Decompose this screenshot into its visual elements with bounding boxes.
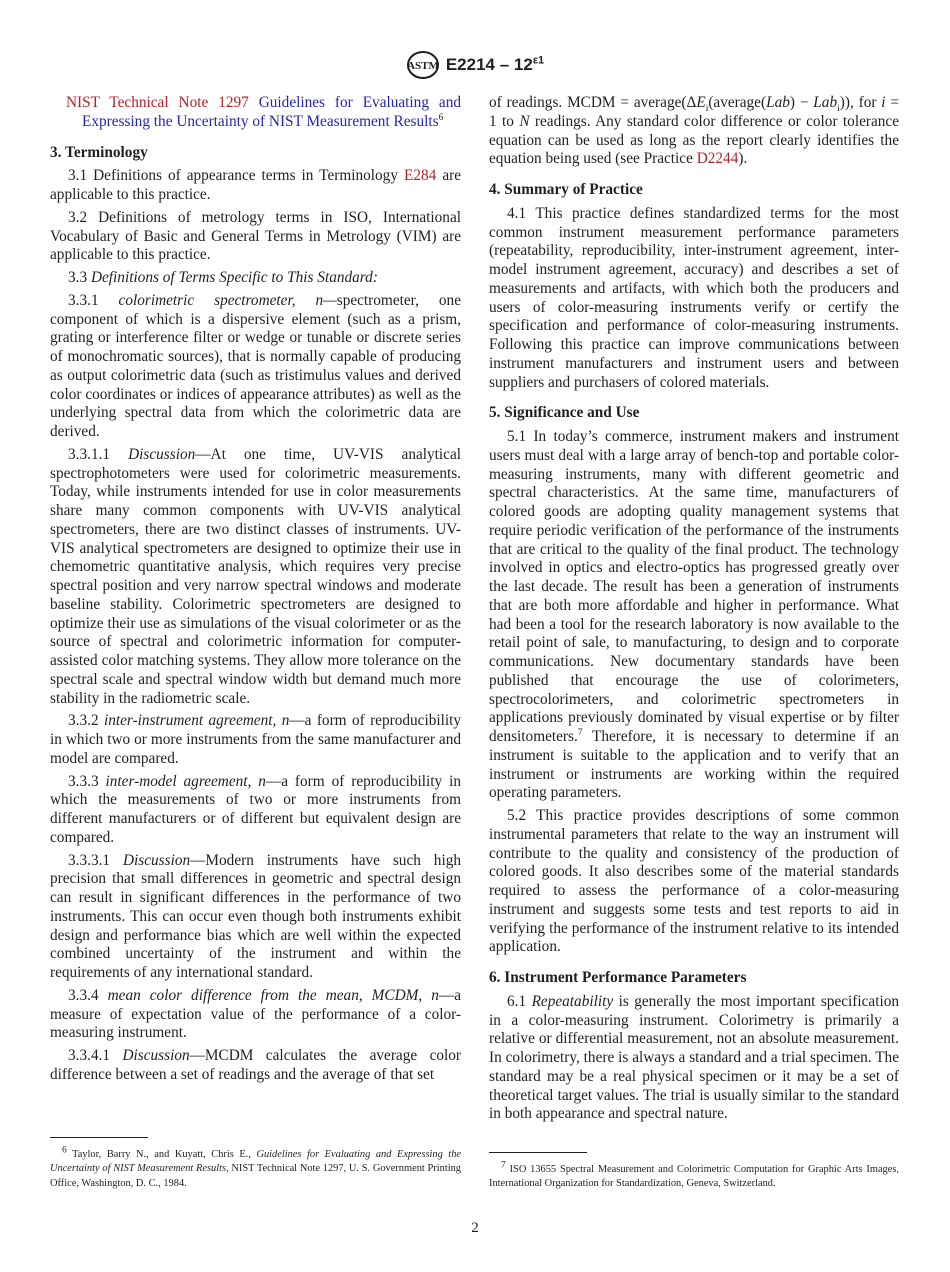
italic-text: colorimetric spectrometer, n— bbox=[118, 291, 337, 309]
paragraph bbox=[50, 852, 461, 983]
italic-text: i bbox=[881, 94, 886, 111]
text-run: —Modern instruments have such high precision that small differences in geometric and spectral design can result in significant differences in the performance of two instruments. This can occur even though both instruments exhibit design and performance bias which are well within the expected combined uncertainty of the instrument and within the requirements of any international standard. bbox=[50, 851, 461, 981]
section-heading bbox=[50, 144, 461, 163]
astm-logo-icon bbox=[406, 50, 440, 80]
designation-superscript: ε1 bbox=[532, 54, 545, 67]
text-run: Taylor, Barry N., and Kuyatt, Chris E., bbox=[66, 1149, 257, 1160]
referenced-document bbox=[50, 94, 461, 132]
footnote-7 bbox=[489, 1152, 899, 1192]
footnote-rule bbox=[50, 1137, 148, 1138]
paragraph bbox=[50, 446, 461, 709]
text-run: 5.2 This practice provides descriptions of some common instrumental parameters that relate to the way an instrument will contribute to the quality and consistency of the production of colored goods. It also describes some of the material standards required to assess the performance of a color-measuring instrument and suggests some tests and test reports to aid in verifying the performance of the instrument relative to its intended application. bbox=[489, 807, 899, 956]
italic-text: Lab bbox=[766, 94, 790, 111]
left-column bbox=[50, 94, 461, 1089]
footnote-marker: 7 bbox=[501, 1160, 506, 1171]
footnote-marker: 6 bbox=[438, 112, 444, 123]
text-run: ) − bbox=[789, 94, 814, 111]
italic-text: Repeatability bbox=[531, 992, 614, 1010]
paragraph bbox=[489, 428, 899, 803]
text-run: 5. Significance and Use bbox=[489, 404, 640, 422]
footnote-6 bbox=[50, 1137, 461, 1191]
text-run: 3. Terminology bbox=[50, 143, 148, 161]
paragraph bbox=[50, 209, 461, 265]
page-header bbox=[0, 50, 950, 85]
text-run: 3.3.3 bbox=[68, 772, 106, 790]
text-run: —At one time, UV-VIS analytical spectrophotometers were used for colorimetric measurements. Today, while instruments intended for use in color measurements share many common components with UV-VIS analytical spectrometers, there are two distinct classes of instruments. UV-VIS analytical spectrometers are designed to optimize their use in chemometric quantitative analysis, which requires very precise spectral position and very narrow spectral windows and moderate baseline stability. Colorimetric spectrometers are designed to optimize their use as simulations of the visual colorimeter or as the source of spectral and colorimetric information for computer-assisted color matching systems. They allow more tolerance on the spectral scale and spectral window width but demand much more stability in the radiometric scale. bbox=[50, 445, 461, 707]
text-run: 3.1 Definitions of appearance terms in Terminology bbox=[68, 167, 404, 185]
text-run: readings. Any standard color difference or color tolerance equation can be used as long as the report clearly identifies the equation being used (see Practice bbox=[489, 112, 899, 168]
svg-text:ASTM: ASTM bbox=[406, 60, 439, 72]
italic-text: inter-model agreement, n bbox=[105, 772, 266, 790]
paragraph bbox=[50, 712, 461, 768]
section-heading bbox=[489, 181, 899, 200]
italic-text: Discussion bbox=[122, 1047, 190, 1064]
designation-text: E2214 – 12 bbox=[445, 55, 533, 74]
reference-link[interactable]: E284 bbox=[404, 167, 437, 185]
paragraph bbox=[489, 807, 899, 957]
footnote-marker: 7 bbox=[577, 727, 583, 738]
paragraph bbox=[489, 205, 899, 393]
text-run: —a form of reproducibility in which the measurements of two or more instruments from different manufacturers or of different but equivalent design are compared. bbox=[50, 772, 461, 846]
section-heading bbox=[489, 404, 899, 423]
text-run: )), for bbox=[839, 94, 882, 111]
italic-text: inter-instrument agreement, n bbox=[103, 712, 290, 730]
paragraph bbox=[50, 773, 461, 848]
text-run: 3.3.4 bbox=[68, 986, 108, 1004]
paragraph bbox=[489, 94, 899, 169]
text-run: = 1 to bbox=[489, 94, 900, 130]
text-run: Therefore, it is necessary to determine if an instrument is suitable to the application and to verify that an instrument or instruments are working within the required operating parameters. bbox=[489, 728, 899, 802]
paragraph bbox=[50, 1047, 461, 1085]
footnote-marker: 6 bbox=[62, 1145, 67, 1156]
right-column bbox=[489, 94, 899, 1128]
italic-text: E bbox=[696, 94, 706, 111]
italic-text: N bbox=[519, 112, 530, 130]
text-run: —a form of reproducibility in which two or more instruments from the same manufacturer and model are compared. bbox=[50, 712, 461, 767]
text-run: are applicable to this practice. bbox=[50, 167, 461, 203]
text-run: ). bbox=[738, 150, 748, 168]
text-run: —a measure of expectation value of the performance of a color-measuring instrument. bbox=[50, 986, 461, 1042]
footnote-rule bbox=[489, 1152, 587, 1153]
text-run: 6. Instrument Performance Parameters bbox=[489, 969, 747, 986]
text-run: 3.3.4.1 bbox=[68, 1047, 123, 1064]
text-run: is generally the most important specification in a color-measuring instrument. Colorimetry is primarily a relative or differential measurement, not an absolute measurement. In colorimetry, there is always a standard and a trial specimen. The standard may be a real physical specimen or it may be a set of theoretical target values. The trial is usually similar to the standard in both appearance and spectral nature. bbox=[489, 992, 899, 1123]
italic-text: mean color difference from the mean, MCDM, n bbox=[107, 986, 439, 1004]
text-run: i bbox=[837, 104, 840, 115]
text-run: (average( bbox=[708, 94, 767, 111]
text-run: 4.1 This practice defines standardized terms for the most common instrument measurement performance parameters (repeatability, reproducibility, inter-instrument agreement, inter-model instrument agreement, accuracy) and describes a set of measurements and artifacts, with which both the producers and users of color-measuring instruments verify or certify the specification and performance of color-measuring instruments. Following this practice can improve communications between instrument manufacturers and instrument users and between suppliers and purchasers of colored materials. bbox=[489, 204, 899, 391]
text-run: 3.3.3.1 bbox=[68, 851, 123, 869]
text-run: , NIST Technical Note 1297, U. S. Government Printing Office, Washington, D. C., 1984. bbox=[50, 1163, 461, 1189]
paragraph bbox=[50, 987, 461, 1043]
reference-link[interactable]: Guidelines for Evaluating and Expressing the Uncertainty of NIST Measurement Results bbox=[82, 94, 461, 130]
text-run: 3.3.1.1 bbox=[68, 445, 129, 463]
page-number: 2 bbox=[471, 1220, 479, 1236]
text-run: of readings. MCDM = average(Δ bbox=[489, 94, 697, 111]
text-run: 5.1 In today’s commerce, instrument makers and instrument users must deal with a large array of bench-top and portable color-measuring instruments, many with different geometric and spectral characteristics. At the same time, manufacturers of colored goods are adopting quality management systems that require periodic verification of the performance of the instruments that are critical to the quality of the final product. The technology involved in optics and electro-optics has progressed greatly over the last decade. The result has been a generation of instruments that are both more affordable and higher in performance. What had been a tool for the research laboratory is now available to the retail point of sale, to manufacturing, to design and to corporate communications. New documentary standards have been published that encourage the use of colorimeters, spectrocolorimeters, and colorimetric spectrometers in applications previously dominated by visual expertise or by filter densitometers. bbox=[489, 428, 899, 745]
reference-link[interactable]: NIST Technical Note 1297 bbox=[66, 94, 249, 111]
text-run: 4. Summary of Practice bbox=[489, 181, 643, 198]
text-run: 3.3.1 bbox=[68, 291, 119, 309]
text-run: spectrometer, one component of which is a dispersive element (such as a prism, grating or interference filter or wedge or tunable or discrete series of monochromatic sources), that is normally capable of producing as output colorimetric data (such as tristimulus values and derived color coordinates or indices of appearance attributes) as well as the underlying spectral data from which the colorimetric data are derived. bbox=[50, 291, 461, 440]
text-run: 3.2 Definitions of metrology terms in ISO, International Vocabulary of Basic and General Terms in Metrology (VIM) are applicable to this practice. bbox=[50, 208, 461, 264]
section-heading bbox=[489, 969, 899, 988]
reference-link[interactable]: D2244 bbox=[696, 150, 739, 168]
paragraph bbox=[50, 269, 461, 288]
italic-text: Definitions of Terms Specific to This Standard: bbox=[90, 269, 378, 286]
text-run: —MCDM calculates the average color difference between a set of readings and the average of that set bbox=[50, 1047, 461, 1083]
text-run: 6.1 bbox=[507, 992, 532, 1010]
text-run: i bbox=[705, 104, 709, 115]
document-designation bbox=[446, 55, 544, 75]
text-run: ISO 13655 Spectral Measurement and Colorimetric Computation for Graphic Arts Images, International Organization for Standardization, Geneva, Switzerland. bbox=[489, 1164, 899, 1190]
paragraph bbox=[50, 292, 461, 442]
text-run: 3.3.2 bbox=[68, 712, 104, 730]
paragraph bbox=[50, 167, 461, 205]
italic-text: Discussion bbox=[128, 445, 196, 463]
italic-text: Guidelines for Evaluating and Expressing the Uncertainty of NIST Measurement Results bbox=[50, 1149, 462, 1175]
italic-text: Lab bbox=[813, 94, 838, 111]
italic-text: Discussion bbox=[122, 851, 191, 869]
text-run: 3.3 bbox=[68, 269, 91, 286]
paragraph bbox=[489, 993, 899, 1124]
